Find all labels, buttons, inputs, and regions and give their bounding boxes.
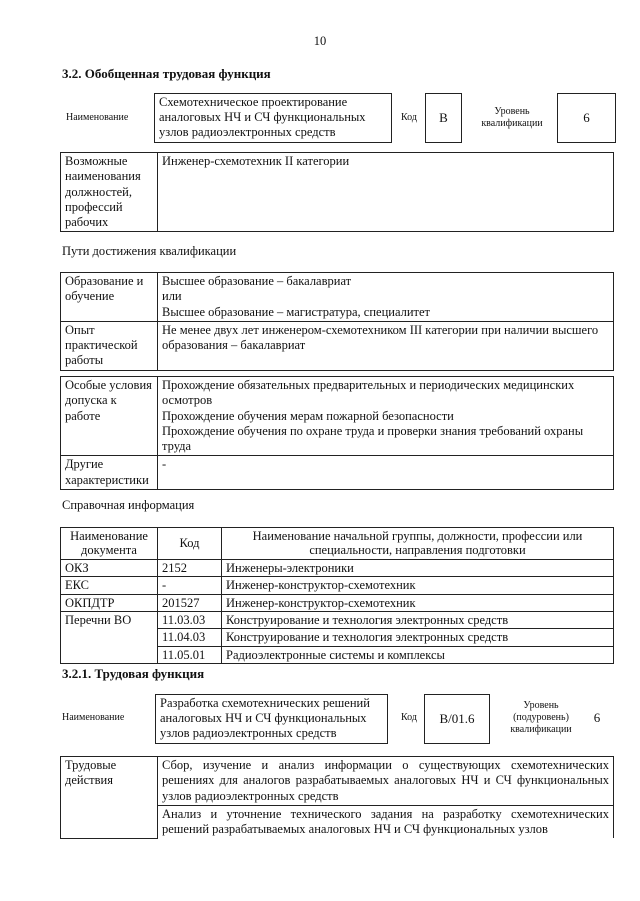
positions-label: Возможные наименования должностей, профессий рабочих xyxy=(61,153,158,232)
name-cell: Инженер-конструктор-схемотехник xyxy=(222,577,614,594)
name-label: Наименование xyxy=(66,112,129,123)
name-cell: Конструирование и технология электронных средств xyxy=(222,611,614,628)
paths-table xyxy=(60,272,614,371)
table-row xyxy=(61,577,614,594)
name-cell: Инженеры-электроники xyxy=(222,559,614,576)
action-item: Анализ и уточнение технического задания на разработку схемотехнических решений разрабатываемых аналоговых НЧ и СЧ функциональных узлов xyxy=(158,805,614,838)
table-header-row xyxy=(61,528,614,560)
code-cell: 2152 xyxy=(158,559,222,576)
table-row xyxy=(61,611,614,628)
condition-line: Прохождение обучения мерам пожарной безопасности xyxy=(162,408,454,423)
experience-label: Опыт практической работы xyxy=(61,321,158,370)
education-label: Образование и обучение xyxy=(61,273,158,322)
name-cell: Инженер-конструктор-схемотехник xyxy=(222,594,614,611)
other-characteristics-label: Другие характеристики xyxy=(61,456,158,490)
level-label: Уровень квалификации xyxy=(481,106,543,130)
column-header-document: Наименование документа xyxy=(61,528,158,560)
column-header-name: Наименование начальной группы, должности, профессии или специальности, направления подготовки xyxy=(222,528,614,560)
function-name-value: Схемотехническое проектирование аналоговых НЧ и СЧ функциональных узлов радиоэлектронных средств xyxy=(154,93,392,143)
level-value: 6 xyxy=(593,710,601,725)
code-cell: 11.03.03 xyxy=(158,611,222,628)
positions-value: Инженер-схемотехник II категории xyxy=(158,153,614,232)
level-value: 6 xyxy=(557,93,616,143)
action-item: Сбор, изучение и анализ информации о существующих схемотехнических решениях для аналогов разрабатываемых аналоговых НЧ и СЧ функциональных узлов радиоэлектронных средств xyxy=(158,757,614,806)
other-characteristics-value: - xyxy=(158,456,614,490)
code-value: B xyxy=(425,93,462,143)
doc-cell: ОКЗ xyxy=(61,559,158,576)
paths-heading: Пути достижения квалификации xyxy=(62,244,237,258)
level-label: Уровень (подуровень) квалификации xyxy=(510,700,572,736)
name-label: Наименование xyxy=(62,712,125,723)
doc-cell: Перечни ВО xyxy=(61,611,158,663)
name-cell: Конструирование и технология электронных средств xyxy=(222,629,614,646)
education-line: Высшее образование – бакалавриат xyxy=(162,274,352,288)
education-line: Высшее образование – магистратура, специалитет xyxy=(162,304,431,319)
page-number: 10 xyxy=(313,34,327,48)
code-cell: 201527 xyxy=(158,594,222,611)
table-row xyxy=(61,456,614,490)
actions-label: Трудовые действия xyxy=(61,757,158,839)
section-title: 3.2. Обобщенная трудовая функция xyxy=(62,66,271,81)
table-row xyxy=(61,594,614,611)
function-name-value: Разработка схемотехнических решений аналоговых НЧ и СЧ функциональных узлов радиоэлектронных средств xyxy=(155,694,388,744)
reference-table xyxy=(60,527,614,664)
conditions-table xyxy=(60,376,614,490)
code-value: B/01.6 xyxy=(424,694,490,744)
code-label: Код xyxy=(401,112,417,123)
condition-line: Прохождение обучения по охране труда и проверки знания требований охраны труда xyxy=(162,423,584,453)
condition-line: Прохождение обязательных предварительных и периодических медицинских осмотров xyxy=(162,378,575,408)
doc-cell: ЕКС xyxy=(61,577,158,594)
table-row xyxy=(61,377,614,456)
column-header-code: Код xyxy=(158,528,222,560)
subsection-title: 3.2.1. Трудовая функция xyxy=(62,666,205,681)
table-row xyxy=(61,559,614,576)
code-cell: 11.04.03 xyxy=(158,629,222,646)
table-row xyxy=(61,321,614,370)
positions-table xyxy=(60,152,614,232)
code-cell: - xyxy=(158,577,222,594)
code-label: Код xyxy=(401,712,417,723)
experience-value: Не менее двух лет инженером-схемотехником III категории при наличии высшего образования – бакалавриат xyxy=(158,321,614,370)
special-conditions-label: Особые условия допуска к работе xyxy=(61,377,158,456)
name-cell: Радиоэлектронные системы и комплексы xyxy=(222,646,614,663)
code-cell: 11.05.01 xyxy=(158,646,222,663)
actions-table xyxy=(60,756,614,839)
doc-cell: ОКПДТР xyxy=(61,594,158,611)
table-row xyxy=(61,273,614,322)
reference-heading: Справочная информация xyxy=(62,498,195,512)
education-line: или xyxy=(162,289,182,304)
table-row xyxy=(61,757,614,806)
